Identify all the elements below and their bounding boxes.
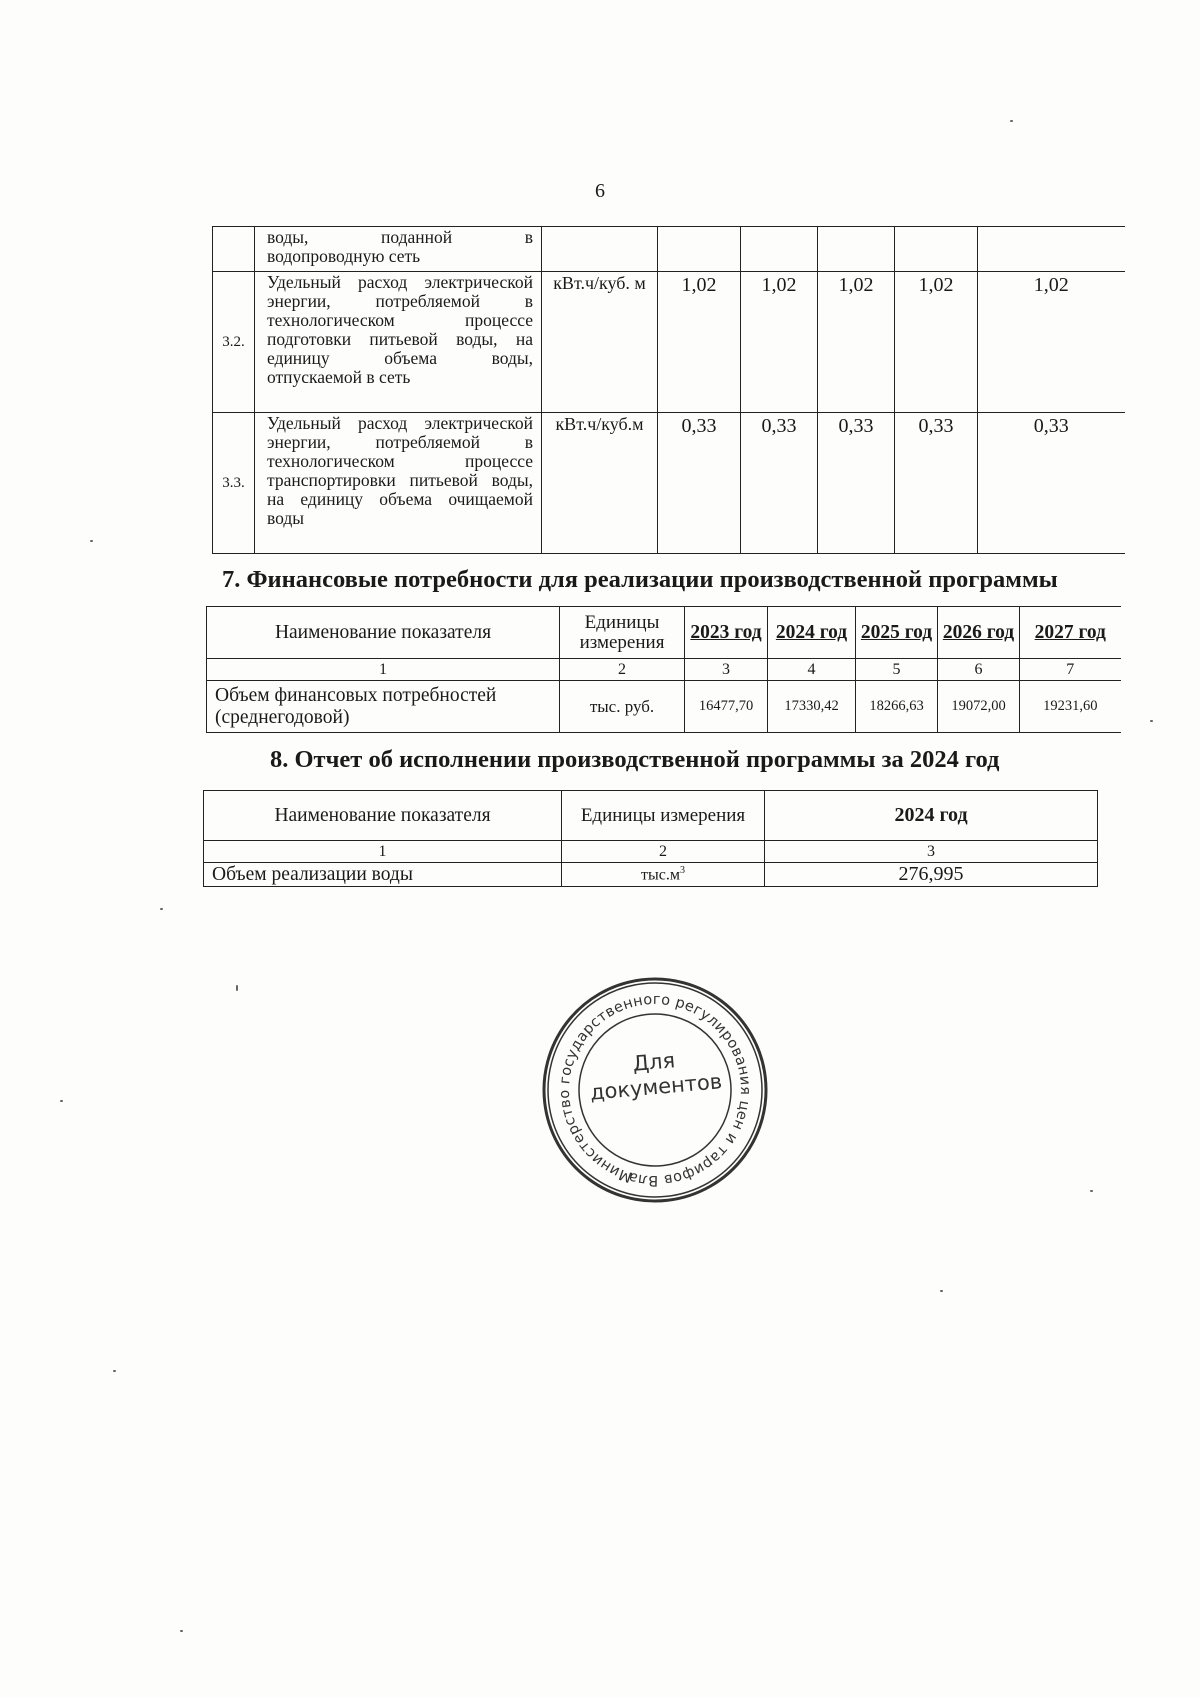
value-cell: 0,33: [895, 413, 978, 554]
index-row: [204, 841, 1098, 863]
value-cell: [895, 227, 978, 272]
indicator-description: воды, поданной в водопроводную сеть: [255, 227, 542, 272]
section-7-heading: 7. Финансовые потребности для реализации производственной программы: [222, 566, 1058, 593]
column-index: 5: [856, 659, 938, 681]
table-row: [213, 413, 1125, 554]
row-number: 3.3.: [213, 413, 255, 554]
table-row: [207, 681, 1121, 733]
table-row: [204, 863, 1098, 887]
value-cell: [818, 227, 895, 272]
stamp-center-line1: Для: [631, 1048, 677, 1076]
column-index: 1: [207, 659, 560, 681]
indicator-description: Удельный расход электрической энергии, потребляемой в технологическом процессе транспортировки питьевой воды, на единицу объема очищаемой воды: [255, 413, 542, 554]
column-index: 1: [204, 841, 562, 863]
value-cell: 0,33: [741, 413, 818, 554]
row-number: [213, 227, 255, 272]
page-number: 6: [595, 180, 605, 202]
column-header-year: 2027 год: [1020, 607, 1121, 659]
column-index: 3: [765, 841, 1098, 863]
value-cell: 0,33: [818, 413, 895, 554]
column-index: 7: [1020, 659, 1121, 681]
column-header-year: 2024 год: [768, 607, 856, 659]
indicator-name: Объем финансовых потребностей (среднегодовой): [207, 681, 560, 733]
section-8-heading: 8. Отчет об исполнении производственной программы за 2024 год: [270, 746, 1000, 773]
value-cell: 19231,60: [1020, 681, 1121, 733]
column-header-name: Наименование показателя: [204, 791, 562, 841]
column-header-year: 2026 год: [938, 607, 1020, 659]
value-cell: 18266,63: [856, 681, 938, 733]
financial-needs-table: [206, 606, 1121, 733]
stamp-center-line2: документов: [589, 1069, 724, 1105]
unit-cell: тыс. руб.: [560, 681, 685, 733]
unit-cell: $тыс.м^3$: [562, 863, 765, 887]
value-cell: 16477,70: [685, 681, 768, 733]
column-header-unit: Единицы измерения: [562, 791, 765, 841]
stamp-ring-text: Министерство государственного регулирования цен и тарифов Владимирской: [556, 991, 754, 1189]
index-row: [207, 659, 1121, 681]
value-cell: 0,33: [978, 413, 1125, 554]
table-row: [213, 227, 1125, 272]
unit-cell: кВт.ч/куб.м: [542, 413, 658, 554]
column-header-year: 2025 год: [856, 607, 938, 659]
value-cell: [741, 227, 818, 272]
value-cell: [658, 227, 741, 272]
value-cell: [978, 227, 1125, 272]
table-header-row: [204, 791, 1098, 841]
indicator-description: Удельный расход электрической энергии, потребляемой в технологическом процессе подготовки питьевой воды, на единицу объема воды, отпускаемой в сеть: [255, 272, 542, 413]
official-stamp: [537, 972, 773, 1208]
value-cell: 19072,00: [938, 681, 1020, 733]
indicator-name: Объем реализации воды: [204, 863, 562, 887]
column-index: 4: [768, 659, 856, 681]
column-header-unit: Единицы измерения: [560, 607, 685, 659]
value-cell: 1,02: [818, 272, 895, 413]
column-index: 2: [562, 841, 765, 863]
indicators-table-continued: [212, 226, 1125, 554]
table-header-row: [207, 607, 1121, 659]
value-cell: 1,02: [658, 272, 741, 413]
value-cell: 1,02: [978, 272, 1125, 413]
execution-report-table: [203, 790, 1098, 887]
column-header-year: 2024 год: [765, 791, 1098, 841]
row-number: 3.2.: [213, 272, 255, 413]
column-index: 2: [560, 659, 685, 681]
table-row: [213, 272, 1125, 413]
value-cell: 276,995: [765, 863, 1098, 887]
value-cell: 17330,42: [768, 681, 856, 733]
column-header-name: Наименование показателя: [207, 607, 560, 659]
unit-cell: [542, 227, 658, 272]
value-cell: 1,02: [741, 272, 818, 413]
unit-cell: кВт.ч/куб. м: [542, 272, 658, 413]
value-cell: 0,33: [658, 413, 741, 554]
column-header-year: 2023 год: [685, 607, 768, 659]
column-index: 3: [685, 659, 768, 681]
value-cell: 1,02: [895, 272, 978, 413]
column-index: 6: [938, 659, 1020, 681]
